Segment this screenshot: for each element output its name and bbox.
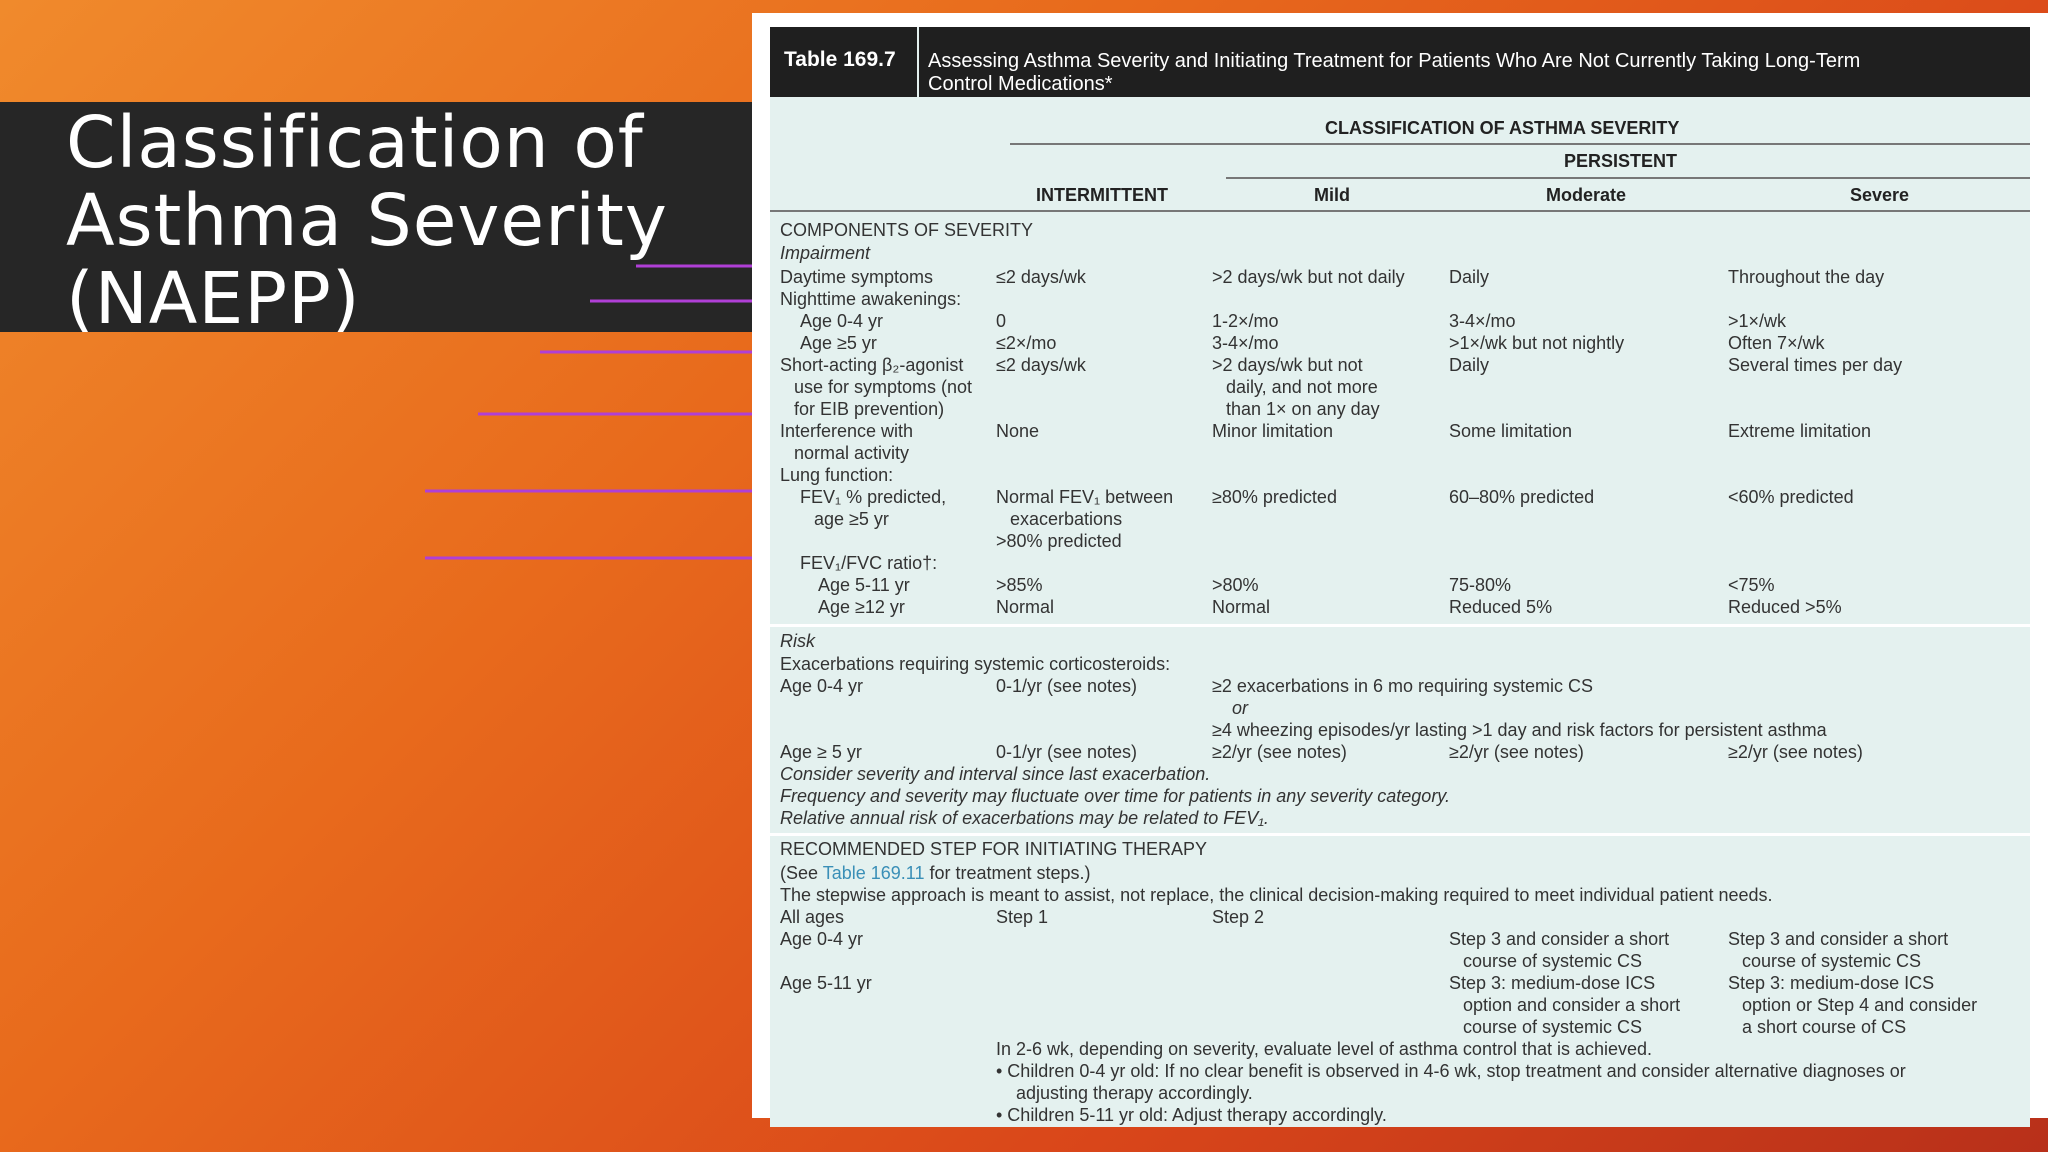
cell: ≤2×/mo [996, 333, 1057, 353]
row-label: Age 5-11 yr [818, 575, 910, 595]
cell: a short course of CS [1742, 1017, 1907, 1037]
cell: Extreme limitation [1728, 421, 1872, 441]
cell: ≥2/yr (see notes) [1728, 742, 1863, 762]
row-label: Age ≥5 yr [800, 333, 877, 353]
col-mild: Mild [1314, 185, 1350, 205]
cell: None [996, 421, 1040, 441]
therapy-heading: RECOMMENDED STEP FOR INITIATING THERAPY [780, 839, 1208, 859]
cell: >1×/wk [1728, 311, 1787, 331]
slide-title-line: Classification of [66, 101, 644, 184]
impairment-heading: Impairment [780, 243, 871, 263]
col-intermittent: INTERMITTENT [1036, 185, 1168, 205]
cell: Step 3: medium-dose ICS [1449, 973, 1656, 993]
row-label: Age 5-11 yr [780, 973, 872, 993]
classification-heading: CLASSIFICATION OF ASTHMA SEVERITY [1325, 118, 1680, 138]
section-separator [770, 833, 2030, 836]
cell: >80% predicted [996, 531, 1122, 551]
slide-title-line: Asthma Severity [66, 179, 668, 262]
cell: course of systemic CS [1742, 951, 1922, 971]
cell: 0 [996, 311, 1007, 331]
row-label: Daytime symptoms [780, 267, 934, 287]
slide-title-line: (NAEPP) [66, 257, 361, 340]
risk-note: Relative annual risk of exacerbations may be related to FEV₁. [780, 808, 1269, 828]
cell: Normal [1212, 597, 1271, 617]
cell: >1×/wk but not nightly [1449, 333, 1625, 353]
followup-note: In 2-6 wk, depending on severity, evaluate level of asthma control that is achieved. [996, 1039, 1653, 1059]
cell: Reduced 5% [1449, 597, 1553, 617]
cell: <75% [1728, 575, 1775, 595]
row-label: for EIB prevention) [794, 399, 945, 419]
persistent-heading: PERSISTENT [1564, 151, 1678, 171]
cell: than 1× on any day [1226, 399, 1380, 419]
see-table-note [780, 863, 1091, 884]
header-divider [917, 27, 919, 97]
cell: ≥80% predicted [1212, 487, 1337, 507]
section-separator [770, 624, 2030, 627]
cell: >2 days/wk but not daily [1212, 267, 1405, 287]
components-heading: COMPONENTS OF SEVERITY [780, 220, 1034, 240]
slide-title [66, 101, 668, 340]
cell: Throughout the day [1728, 267, 1885, 287]
row-label: normal activity [794, 443, 910, 463]
row-label: Lung function: [780, 465, 894, 485]
cell: 3-4×/mo [1212, 333, 1279, 353]
table-link[interactable]: Table 169.11 [822, 863, 925, 883]
cell: >2 days/wk but not [1212, 355, 1363, 375]
cell: <60% predicted [1728, 487, 1854, 507]
row-label: Age ≥ 5 yr [780, 742, 862, 762]
table-card [752, 13, 2048, 1125]
row-label: Nighttime awakenings: [780, 289, 962, 309]
cell: daily, and not more [1226, 377, 1378, 397]
severity-table [770, 27, 2030, 1127]
risk-heading: Risk [780, 631, 815, 651]
table-header [770, 27, 2030, 97]
cell: 0-1/yr (see notes) [996, 742, 1138, 762]
cell: >80% [1212, 575, 1259, 595]
caption-line: Control Medications* [928, 73, 1113, 95]
cell: 75-80% [1449, 575, 1512, 595]
cell: Several times per day [1728, 355, 1903, 375]
row-label: age ≥5 yr [814, 509, 889, 529]
bullet-item: adjusting therapy accordingly. [1016, 1083, 1253, 1103]
cell: ≥2/yr (see notes) [1449, 742, 1584, 762]
row-label: Age ≥12 yr [818, 597, 905, 617]
cell: Step 3 and consider a short [1449, 929, 1670, 949]
caption-line: Assessing Asthma Severity and Initiating Treatment for Patients Who Are Not Currently Taking Long-Term [928, 50, 1861, 72]
cell: 0-1/yr (see notes) [996, 676, 1138, 696]
cell: Daily [1449, 355, 1490, 375]
rule [770, 210, 2030, 212]
cell: 3-4×/mo [1449, 311, 1516, 331]
stepwise-note: The stepwise approach is meant to assist, not replace, the clinical decision-making required to meet individual patient needs. [780, 885, 1773, 905]
row-label: Age 0-4 yr [780, 929, 864, 949]
col-severe: Severe [1850, 185, 1910, 205]
cell: Step 3: medium-dose ICS [1728, 973, 1935, 993]
see-table-text: for treatment steps.) [924, 863, 1091, 883]
cell: course of systemic CS [1463, 951, 1643, 971]
cell: Reduced >5% [1728, 597, 1842, 617]
bullet-item: • Children 0-4 yr old: If no clear benefit is observed in 4-6 wk, stop treatment and consider alternative diagnoses or [996, 1061, 1906, 1081]
cell: option and consider a short [1463, 995, 1681, 1015]
row-label: FEV₁ % predicted, [800, 487, 947, 507]
row-label: FEV₁/FVC ratio†: [800, 553, 938, 573]
row-label: All ages [780, 907, 845, 927]
cell: course of systemic CS [1463, 1017, 1643, 1037]
risk-note: Consider severity and interval since last exacerbation. [780, 764, 1211, 784]
table-caption [928, 50, 2018, 96]
risk-note: Frequency and severity may fluctuate over time for patients in any severity category. [780, 786, 1450, 806]
cell: Minor limitation [1212, 421, 1334, 441]
rule [1010, 143, 2030, 145]
cell: ≤2 days/wk [996, 355, 1086, 375]
cell: Normal [996, 597, 1055, 617]
cell: 1-2×/mo [1212, 311, 1279, 331]
row-label: Age 0-4 yr [780, 676, 864, 696]
rule [1226, 177, 2030, 179]
cell: Step 3 and consider a short [1728, 929, 1949, 949]
cell: Normal FEV₁ between [996, 487, 1174, 507]
cell: Step 1 [996, 907, 1049, 927]
cell: ≥4 wheezing episodes/yr lasting >1 day and risk factors for persistent asthma [1212, 720, 1827, 740]
bullet-item: • Children 5-11 yr old: Adjust therapy accordingly. [996, 1105, 1387, 1125]
table-number: Table 169.7 [784, 48, 896, 71]
row-label: Interference with [780, 421, 914, 441]
cell: option or Step 4 and consider [1742, 995, 1978, 1015]
cell: Step 2 [1212, 907, 1265, 927]
row-label: use for symptoms (not [794, 377, 973, 397]
col-moderate: Moderate [1546, 185, 1627, 205]
cell: Daily [1449, 267, 1490, 287]
row-label: Exacerbations requiring systemic corticosteroids: [780, 654, 1171, 674]
cell: >85% [996, 575, 1043, 595]
cell: exacerbations [1010, 509, 1123, 529]
cell: ≥2 exacerbations in 6 mo requiring systemic CS [1212, 676, 1594, 696]
cell: Some limitation [1449, 421, 1573, 441]
cell: or [1232, 698, 1249, 718]
cell: Often 7×/wk [1728, 333, 1825, 353]
cell: ≤2 days/wk [996, 267, 1086, 287]
row-label: Age 0-4 yr [800, 311, 884, 331]
see-table-text: (See [780, 863, 823, 883]
row-label: Short-acting β₂-agonist [780, 355, 964, 375]
cell: ≥2/yr (see notes) [1212, 742, 1347, 762]
cell: 60–80% predicted [1449, 487, 1595, 507]
